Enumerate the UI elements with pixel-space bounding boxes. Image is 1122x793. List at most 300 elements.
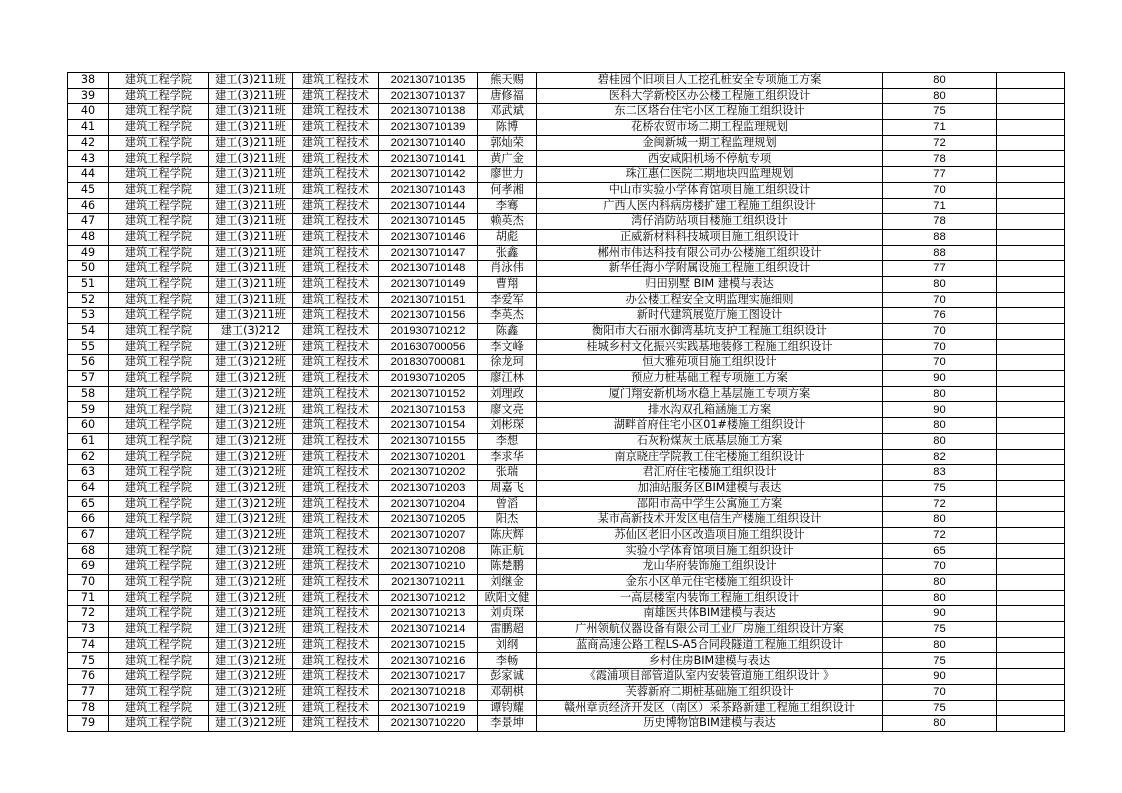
class-cell: 建工(3)211班 xyxy=(209,88,293,104)
score-cell: 71 xyxy=(883,120,997,136)
table-row xyxy=(68,182,1065,198)
table-row xyxy=(68,575,1065,591)
student-id-cell: 201830700081 xyxy=(379,355,478,371)
thesis-topic-cell: 《霞浦项目部管道队室内安装管道施工组织设计 》 xyxy=(537,669,883,685)
blank-cell xyxy=(997,167,1065,183)
class-cell: 建工(3)212班 xyxy=(209,433,293,449)
row-number: 38 xyxy=(68,73,109,89)
table-row xyxy=(68,386,1065,402)
student-id-cell: 202130710215 xyxy=(379,637,478,653)
row-number: 60 xyxy=(68,418,109,434)
college-cell: 建筑工程学院 xyxy=(109,433,209,449)
class-cell: 建工(3)212班 xyxy=(209,418,293,434)
student-id-cell: 202130710218 xyxy=(379,684,478,700)
table-row xyxy=(68,512,1065,528)
thesis-topic-cell: 办公楼工程安全文明监理实施细则 xyxy=(537,292,883,308)
major-cell: 建筑工程技术 xyxy=(293,167,379,183)
major-cell: 建筑工程技术 xyxy=(293,198,379,214)
major-cell: 建筑工程技术 xyxy=(293,559,379,575)
blank-cell xyxy=(997,245,1065,261)
student-name-cell: 李求华 xyxy=(478,449,537,465)
table-row xyxy=(68,276,1065,292)
thesis-topic-cell: 石灰粉煤灰土底基层施工方案 xyxy=(537,433,883,449)
thesis-topic-cell: 珠江惠仁医院二期地块四监理规划 xyxy=(537,167,883,183)
table-row xyxy=(68,371,1065,387)
class-cell: 建工(3)212班 xyxy=(209,700,293,716)
row-number: 62 xyxy=(68,449,109,465)
major-cell: 建筑工程技术 xyxy=(293,622,379,638)
college-cell: 建筑工程学院 xyxy=(109,88,209,104)
class-cell: 建工(3)212班 xyxy=(209,449,293,465)
row-number: 68 xyxy=(68,543,109,559)
row-number: 45 xyxy=(68,182,109,198)
major-cell: 建筑工程技术 xyxy=(293,637,379,653)
thesis-topic-cell: 蓝商高速公路工程LS-A5合同段隧道工程施工组织设计 xyxy=(537,637,883,653)
college-cell: 建筑工程学院 xyxy=(109,684,209,700)
table-row xyxy=(68,496,1065,512)
row-number: 79 xyxy=(68,716,109,732)
score-cell: 80 xyxy=(883,716,997,732)
table-row xyxy=(68,324,1065,340)
student-name-cell: 刘贞琛 xyxy=(478,606,537,622)
row-number: 42 xyxy=(68,135,109,151)
student-id-cell: 202130710208 xyxy=(379,543,478,559)
row-number: 76 xyxy=(68,669,109,685)
row-number: 56 xyxy=(68,355,109,371)
student-name-cell: 肖泳伟 xyxy=(478,261,537,277)
score-cell: 80 xyxy=(883,88,997,104)
blank-cell xyxy=(997,716,1065,732)
thesis-topic-cell: 历史博物馆BIM建模与表达 xyxy=(537,716,883,732)
college-cell: 建筑工程学院 xyxy=(109,151,209,167)
blank-cell xyxy=(997,700,1065,716)
blank-cell xyxy=(997,559,1065,575)
blank-cell xyxy=(997,276,1065,292)
college-cell: 建筑工程学院 xyxy=(109,653,209,669)
blank-cell xyxy=(997,182,1065,198)
blank-cell xyxy=(997,308,1065,324)
student-name-cell: 刘彬琛 xyxy=(478,418,537,434)
student-id-cell: 202130710145 xyxy=(379,214,478,230)
thesis-topic-cell: 南雄医共体BIM建模与表达 xyxy=(537,606,883,622)
college-cell: 建筑工程学院 xyxy=(109,371,209,387)
thesis-topic-cell: 花桥农贸市场二期工程监理规划 xyxy=(537,120,883,136)
blank-cell xyxy=(997,465,1065,481)
grade-table xyxy=(67,72,1065,732)
table-row xyxy=(68,637,1065,653)
row-number: 48 xyxy=(68,229,109,245)
score-cell: 90 xyxy=(883,606,997,622)
table-row xyxy=(68,308,1065,324)
student-name-cell: 李英杰 xyxy=(478,308,537,324)
blank-cell xyxy=(997,433,1065,449)
college-cell: 建筑工程学院 xyxy=(109,480,209,496)
blank-cell xyxy=(997,120,1065,136)
class-cell: 建工(3)212班 xyxy=(209,637,293,653)
row-number: 59 xyxy=(68,402,109,418)
row-number: 52 xyxy=(68,292,109,308)
thesis-topic-cell: 桂城乡村文化振兴实践基地装修工程施工组织设计 xyxy=(537,339,883,355)
student-id-cell: 202130710148 xyxy=(379,261,478,277)
college-cell: 建筑工程学院 xyxy=(109,559,209,575)
table-row xyxy=(68,214,1065,230)
college-cell: 建筑工程学院 xyxy=(109,386,209,402)
major-cell: 建筑工程技术 xyxy=(293,669,379,685)
score-cell: 90 xyxy=(883,402,997,418)
row-number: 75 xyxy=(68,653,109,669)
thesis-topic-cell: 南京晓庄学院教工住宅楼施工组织设计 xyxy=(537,449,883,465)
major-cell: 建筑工程技术 xyxy=(293,292,379,308)
thesis-topic-cell: 某市高新技术开发区电信生产楼施工组织设计 xyxy=(537,512,883,528)
row-number: 54 xyxy=(68,324,109,340)
class-cell: 建工(3)212班 xyxy=(209,559,293,575)
college-cell: 建筑工程学院 xyxy=(109,104,209,120)
row-number: 39 xyxy=(68,88,109,104)
student-id-cell: 202130710207 xyxy=(379,527,478,543)
student-name-cell: 陈鑫 xyxy=(478,324,537,340)
college-cell: 建筑工程学院 xyxy=(109,324,209,340)
major-cell: 建筑工程技术 xyxy=(293,339,379,355)
table-row xyxy=(68,669,1065,685)
row-number: 40 xyxy=(68,104,109,120)
class-cell: 建工(3)212班 xyxy=(209,480,293,496)
table-row xyxy=(68,151,1065,167)
blank-cell xyxy=(997,527,1065,543)
table-row xyxy=(68,339,1065,355)
thesis-topic-cell: 君汇府住宅楼施工组织设计 xyxy=(537,465,883,481)
college-cell: 建筑工程学院 xyxy=(109,355,209,371)
thesis-topic-cell: 新时代建筑展览厅施工图设计 xyxy=(537,308,883,324)
student-name-cell: 欧阳文健 xyxy=(478,590,537,606)
blank-cell xyxy=(997,669,1065,685)
blank-cell xyxy=(997,590,1065,606)
student-name-cell: 李爱军 xyxy=(478,292,537,308)
major-cell: 建筑工程技术 xyxy=(293,684,379,700)
student-name-cell: 邓武斌 xyxy=(478,104,537,120)
college-cell: 建筑工程学院 xyxy=(109,120,209,136)
major-cell: 建筑工程技术 xyxy=(293,496,379,512)
blank-cell xyxy=(997,402,1065,418)
thesis-topic-cell: 东二区塔台住宅小区工程施工组织设计 xyxy=(537,104,883,120)
student-id-cell: 202130710155 xyxy=(379,433,478,449)
score-cell: 70 xyxy=(883,559,997,575)
major-cell: 建筑工程技术 xyxy=(293,543,379,559)
score-cell: 65 xyxy=(883,543,997,559)
blank-cell xyxy=(997,684,1065,700)
score-cell: 75 xyxy=(883,622,997,638)
class-cell: 建工(3)211班 xyxy=(209,198,293,214)
blank-cell xyxy=(997,214,1065,230)
major-cell: 建筑工程技术 xyxy=(293,214,379,230)
major-cell: 建筑工程技术 xyxy=(293,480,379,496)
blank-cell xyxy=(997,198,1065,214)
class-cell: 建工(3)211班 xyxy=(209,151,293,167)
score-cell: 78 xyxy=(883,151,997,167)
score-cell: 88 xyxy=(883,229,997,245)
major-cell: 建筑工程技术 xyxy=(293,590,379,606)
thesis-topic-cell: 恒大雅苑项目施工组织设计 xyxy=(537,355,883,371)
student-id-cell: 202130710152 xyxy=(379,386,478,402)
table-row xyxy=(68,543,1065,559)
major-cell: 建筑工程技术 xyxy=(293,104,379,120)
college-cell: 建筑工程学院 xyxy=(109,590,209,606)
score-cell: 75 xyxy=(883,480,997,496)
blank-cell xyxy=(997,339,1065,355)
college-cell: 建筑工程学院 xyxy=(109,182,209,198)
table-row xyxy=(68,104,1065,120)
thesis-topic-cell: 预应力桩基础工程专项施工方案 xyxy=(537,371,883,387)
student-id-cell: 202130710142 xyxy=(379,167,478,183)
blank-cell xyxy=(997,653,1065,669)
student-id-cell: 201930710212 xyxy=(379,324,478,340)
major-cell: 建筑工程技术 xyxy=(293,700,379,716)
major-cell: 建筑工程技术 xyxy=(293,182,379,198)
student-name-cell: 熊天赐 xyxy=(478,73,537,89)
table-row xyxy=(68,229,1065,245)
blank-cell xyxy=(997,73,1065,89)
student-name-cell: 李想 xyxy=(478,433,537,449)
student-id-cell: 202130710138 xyxy=(379,104,478,120)
blank-cell xyxy=(997,480,1065,496)
table-row xyxy=(68,355,1065,371)
row-number: 51 xyxy=(68,276,109,292)
class-cell: 建工(3)212班 xyxy=(209,653,293,669)
class-cell: 建工(3)211班 xyxy=(209,182,293,198)
major-cell: 建筑工程技术 xyxy=(293,386,379,402)
student-name-cell: 张瑞 xyxy=(478,465,537,481)
student-id-cell: 202130710203 xyxy=(379,480,478,496)
college-cell: 建筑工程学院 xyxy=(109,229,209,245)
table-row xyxy=(68,120,1065,136)
student-id-cell: 202130710219 xyxy=(379,700,478,716)
class-cell: 建工(3)212班 xyxy=(209,590,293,606)
college-cell: 建筑工程学院 xyxy=(109,575,209,591)
table-row xyxy=(68,559,1065,575)
student-id-cell: 202130710151 xyxy=(379,292,478,308)
class-cell: 建工(3)211班 xyxy=(209,167,293,183)
major-cell: 建筑工程技术 xyxy=(293,606,379,622)
student-name-cell: 李文峰 xyxy=(478,339,537,355)
major-cell: 建筑工程技术 xyxy=(293,229,379,245)
class-cell: 建工(3)211班 xyxy=(209,292,293,308)
class-cell: 建工(3)211班 xyxy=(209,135,293,151)
student-name-cell: 赖英杰 xyxy=(478,214,537,230)
major-cell: 建筑工程技术 xyxy=(293,276,379,292)
class-cell: 建工(3)212班 xyxy=(209,669,293,685)
table-row xyxy=(68,716,1065,732)
student-name-cell: 唐修福 xyxy=(478,88,537,104)
class-cell: 建工(3)212班 xyxy=(209,716,293,732)
row-number: 50 xyxy=(68,261,109,277)
major-cell: 建筑工程技术 xyxy=(293,653,379,669)
student-id-cell: 202130710141 xyxy=(379,151,478,167)
student-id-cell: 202130710213 xyxy=(379,606,478,622)
class-cell: 建工(3)211班 xyxy=(209,261,293,277)
student-id-cell: 202130710204 xyxy=(379,496,478,512)
student-name-cell: 郭灿荣 xyxy=(478,135,537,151)
row-number: 66 xyxy=(68,512,109,528)
major-cell: 建筑工程技术 xyxy=(293,120,379,136)
major-cell: 建筑工程技术 xyxy=(293,308,379,324)
student-id-cell: 202130710143 xyxy=(379,182,478,198)
table-row xyxy=(68,606,1065,622)
thesis-topic-cell: 正威新材料科技城项目施工组织设计 xyxy=(537,229,883,245)
thesis-topic-cell: 碧桂园个旧项目人工挖孔桩安全专项施工方案 xyxy=(537,73,883,89)
table-row xyxy=(68,622,1065,638)
student-id-cell: 202130710216 xyxy=(379,653,478,669)
college-cell: 建筑工程学院 xyxy=(109,700,209,716)
score-cell: 70 xyxy=(883,684,997,700)
row-number: 49 xyxy=(68,245,109,261)
score-cell: 70 xyxy=(883,324,997,340)
student-id-cell: 202130710214 xyxy=(379,622,478,638)
thesis-topic-cell: 医科大学新校区办公楼工程施工组织设计 xyxy=(537,88,883,104)
class-cell: 建工(3)211班 xyxy=(209,308,293,324)
class-cell: 建工(3)211班 xyxy=(209,245,293,261)
score-cell: 82 xyxy=(883,449,997,465)
major-cell: 建筑工程技术 xyxy=(293,88,379,104)
thesis-topic-cell: 西安咸阳机场不停航专项 xyxy=(537,151,883,167)
student-id-cell: 202130710146 xyxy=(379,229,478,245)
student-id-cell: 202130710137 xyxy=(379,88,478,104)
row-number: 55 xyxy=(68,339,109,355)
class-cell: 建工(3)212班 xyxy=(209,496,293,512)
major-cell: 建筑工程技术 xyxy=(293,135,379,151)
score-cell: 80 xyxy=(883,276,997,292)
blank-cell xyxy=(997,151,1065,167)
blank-cell xyxy=(997,496,1065,512)
row-number: 61 xyxy=(68,433,109,449)
student-name-cell: 阳杰 xyxy=(478,512,537,528)
thesis-topic-cell: 厦门翔安新机场水稳上基层施工专项方案 xyxy=(537,386,883,402)
college-cell: 建筑工程学院 xyxy=(109,449,209,465)
student-name-cell: 曹翔 xyxy=(478,276,537,292)
row-number: 71 xyxy=(68,590,109,606)
score-cell: 75 xyxy=(883,700,997,716)
class-cell: 建工(3)212班 xyxy=(209,355,293,371)
table-row xyxy=(68,433,1065,449)
row-number: 41 xyxy=(68,120,109,136)
table-row xyxy=(68,465,1065,481)
blank-cell xyxy=(997,543,1065,559)
student-name-cell: 李景坤 xyxy=(478,716,537,732)
student-name-cell: 廖文亮 xyxy=(478,402,537,418)
thesis-topic-cell: 芙蓉新府二期桩基础施工组织设计 xyxy=(537,684,883,700)
student-name-cell: 张鑫 xyxy=(478,245,537,261)
college-cell: 建筑工程学院 xyxy=(109,402,209,418)
class-cell: 建工(3)212班 xyxy=(209,543,293,559)
college-cell: 建筑工程学院 xyxy=(109,669,209,685)
student-name-cell: 陈楚鹏 xyxy=(478,559,537,575)
class-cell: 建工(3)212班 xyxy=(209,371,293,387)
blank-cell xyxy=(997,355,1065,371)
student-id-cell: 202130710211 xyxy=(379,575,478,591)
student-name-cell: 彭家诚 xyxy=(478,669,537,685)
college-cell: 建筑工程学院 xyxy=(109,512,209,528)
score-cell: 83 xyxy=(883,465,997,481)
college-cell: 建筑工程学院 xyxy=(109,245,209,261)
class-cell: 建工(3)211班 xyxy=(209,276,293,292)
thesis-topic-cell: 邵阳市高中学生公寓施工方案 xyxy=(537,496,883,512)
blank-cell xyxy=(997,418,1065,434)
college-cell: 建筑工程学院 xyxy=(109,496,209,512)
student-name-cell: 陈博 xyxy=(478,120,537,136)
college-cell: 建筑工程学院 xyxy=(109,214,209,230)
student-name-cell: 刘理政 xyxy=(478,386,537,402)
score-cell: 77 xyxy=(883,261,997,277)
class-cell: 建工(3)212班 xyxy=(209,527,293,543)
row-number: 73 xyxy=(68,622,109,638)
student-name-cell: 刘纲 xyxy=(478,637,537,653)
row-number: 67 xyxy=(68,527,109,543)
row-number: 69 xyxy=(68,559,109,575)
thesis-topic-cell: 郴州市伟达科技有限公司办公楼施工组织设计 xyxy=(537,245,883,261)
class-cell: 建工(3)212班 xyxy=(209,465,293,481)
class-cell: 建工(3)212班 xyxy=(209,386,293,402)
college-cell: 建筑工程学院 xyxy=(109,637,209,653)
student-name-cell: 邓朝棋 xyxy=(478,684,537,700)
major-cell: 建筑工程技术 xyxy=(293,245,379,261)
college-cell: 建筑工程学院 xyxy=(109,261,209,277)
thesis-topic-cell: 加油站服务区BIM建模与表达 xyxy=(537,480,883,496)
major-cell: 建筑工程技术 xyxy=(293,512,379,528)
student-id-cell: 202130710140 xyxy=(379,135,478,151)
thesis-topic-cell: 湾仔消防站项目楼施工组织设计 xyxy=(537,214,883,230)
blank-cell xyxy=(997,622,1065,638)
table-row xyxy=(68,590,1065,606)
score-cell: 88 xyxy=(883,245,997,261)
blank-cell xyxy=(997,229,1065,245)
college-cell: 建筑工程学院 xyxy=(109,292,209,308)
student-id-cell: 202130710201 xyxy=(379,449,478,465)
table-row xyxy=(68,73,1065,89)
thesis-topic-cell: 排水沟双孔箱涵施工方案 xyxy=(537,402,883,418)
college-cell: 建筑工程学院 xyxy=(109,465,209,481)
college-cell: 建筑工程学院 xyxy=(109,73,209,89)
blank-cell xyxy=(997,292,1065,308)
class-cell: 建工(3)211班 xyxy=(209,73,293,89)
thesis-topic-cell: 衡阳市大石丽水御湾基坑支护工程施工组织设计 xyxy=(537,324,883,340)
student-name-cell: 黄广金 xyxy=(478,151,537,167)
student-name-cell: 谭钧耀 xyxy=(478,700,537,716)
blank-cell xyxy=(997,135,1065,151)
student-name-cell: 刘继金 xyxy=(478,575,537,591)
student-id-cell: 202130710144 xyxy=(379,198,478,214)
score-cell: 80 xyxy=(883,512,997,528)
table-row xyxy=(68,480,1065,496)
row-number: 74 xyxy=(68,637,109,653)
score-cell: 71 xyxy=(883,198,997,214)
score-cell: 72 xyxy=(883,527,997,543)
college-cell: 建筑工程学院 xyxy=(109,527,209,543)
thesis-topic-cell: 龙山华府装饰施工组织设计 xyxy=(537,559,883,575)
row-number: 46 xyxy=(68,198,109,214)
college-cell: 建筑工程学院 xyxy=(109,198,209,214)
thesis-topic-cell: 湖畔首府住宅小区01#楼施工组织设计 xyxy=(537,418,883,434)
student-name-cell: 廖世力 xyxy=(478,167,537,183)
table-row xyxy=(68,292,1065,308)
class-cell: 建工(3)212班 xyxy=(209,606,293,622)
score-cell: 70 xyxy=(883,355,997,371)
thesis-topic-cell: 中山市实验小学体育馆项目施工组织设计 xyxy=(537,182,883,198)
blank-cell xyxy=(997,512,1065,528)
table-row xyxy=(68,418,1065,434)
blank-cell xyxy=(997,606,1065,622)
thesis-topic-cell: 苏仙区老旧小区改造项目施工组织设计 xyxy=(537,527,883,543)
major-cell: 建筑工程技术 xyxy=(293,433,379,449)
student-name-cell: 廖江林 xyxy=(478,371,537,387)
score-cell: 90 xyxy=(883,669,997,685)
